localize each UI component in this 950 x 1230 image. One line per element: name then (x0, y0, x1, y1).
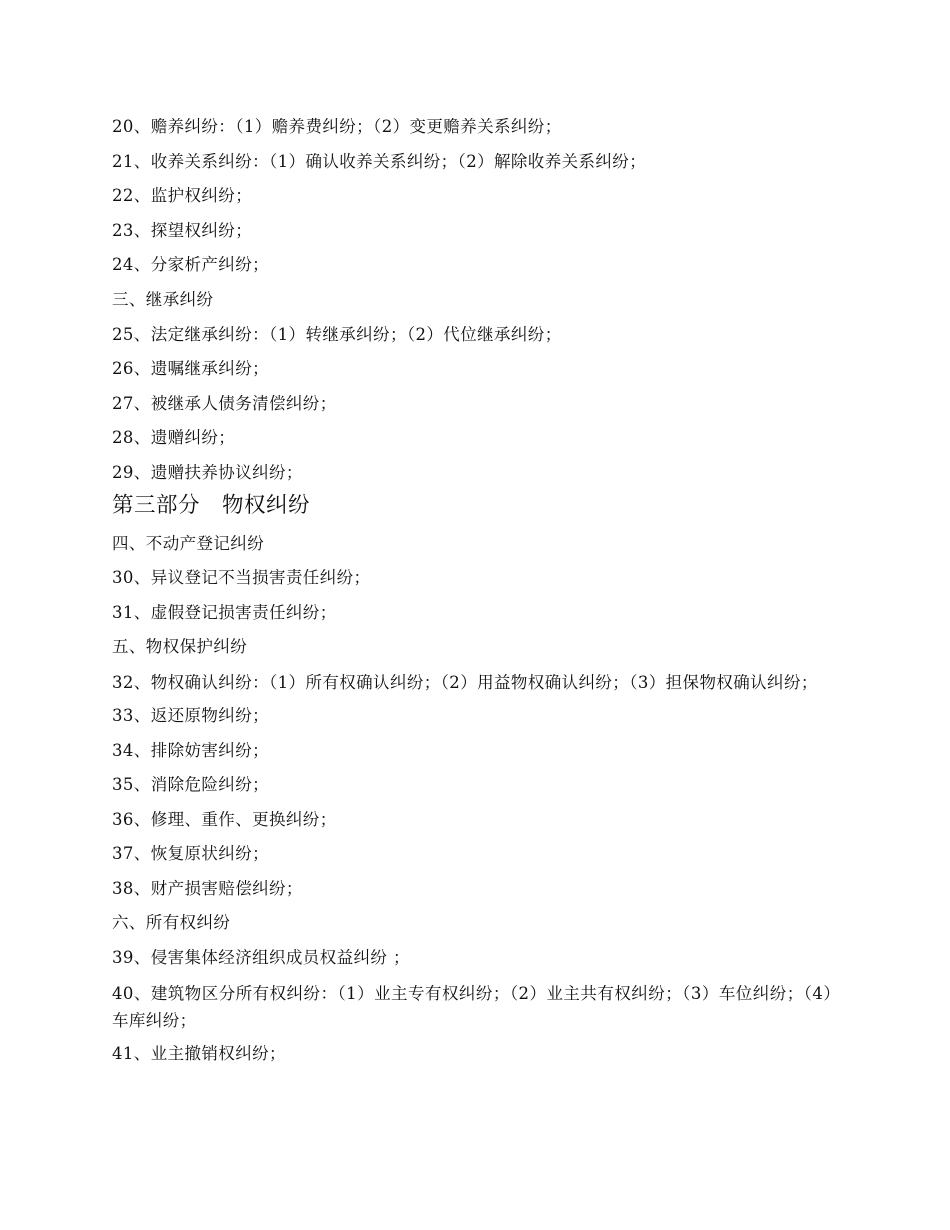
item-29-bequest-support-agreement: 29、遗赠扶养协议纠纷； (112, 462, 303, 482)
item-20-support-dispute: 20、赡养纠纷：（1）赡养费纠纷；（2）变更赡养关系纠纷； (112, 117, 562, 136)
item-39-collective-member-rights: 39、侵害集体经济组织成员权益纠纷 ； (112, 948, 410, 968)
section-5-property-protection: 五、物权保护纠纷 (112, 637, 248, 657)
item-22-guardianship-dispute: 22、监护权纠纷； (112, 186, 253, 206)
item-25-statutory-inheritance: 25、法定继承纠纷：（1）转继承纠纷；（2）代位继承纠纷； (112, 324, 562, 344)
item-33-return-of-property: 33、返还原物纠纷； (112, 705, 269, 725)
item-28-bequest-dispute: 28、遗赠纠纷； (112, 428, 236, 448)
section-4-real-estate-registration: 四、不动产登记纠纷 (112, 533, 265, 553)
item-27-debt-settlement: 27、被继承人债务清偿纠纷； (112, 393, 337, 413)
item-23-visitation-dispute: 23、探望权纠纷； (112, 220, 253, 240)
item-40-building-ownership: 40、建筑物区分所有权纠纷：（1）业主专有权纠纷；（2）业主共有权纠纷；（3）车位纠纷；（4）车库纠纷； (112, 983, 832, 1030)
part-heading-number: 第三部分 (112, 492, 201, 518)
part-heading (112, 491, 832, 521)
item-21-adoption-dispute: 21、收养关系纠纷：（1）确认收养关系纠纷；（2）解除收养关系纠纷； (112, 151, 647, 171)
document-page (112, 114, 832, 1075)
section-6-ownership: 六、所有权纠纷 (112, 913, 231, 933)
item-30-objection-registration: 30、异议登记不当损害责任纠纷； (112, 568, 371, 588)
item-32-property-confirmation: 32、物权确认纠纷：（1）所有权确认纠纷；（2）用益物权确认纠纷；（3）担保物权确认纠纷； (112, 672, 818, 692)
item-35-elimination-of-danger: 35、消除危险纠纷； (112, 775, 269, 795)
item-41-owner-revocation-right: 41、业主撤销权纠纷； (112, 1043, 286, 1063)
item-31-false-registration: 31、虚假登记损害责任纠纷； (112, 602, 337, 622)
section-3-inheritance: 三、继承纠纷 (112, 289, 214, 309)
item-37-restoration: 37、恢复原状纠纷； (112, 844, 269, 864)
item-26-testamentary-inheritance: 26、遗嘱继承纠纷； (112, 359, 269, 379)
item-36-repair-remake-replace: 36、修理、重作、更换纠纷； (112, 809, 337, 829)
item-34-removal-of-obstruction: 34、排除妨害纠纷； (112, 740, 269, 760)
item-38-property-damage-compensation: 38、财产损害赔偿纠纷； (112, 878, 303, 898)
item-24-property-division-dispute: 24、分家析产纠纷； (112, 255, 269, 275)
part-heading-title: 物权纠纷 (222, 492, 311, 518)
